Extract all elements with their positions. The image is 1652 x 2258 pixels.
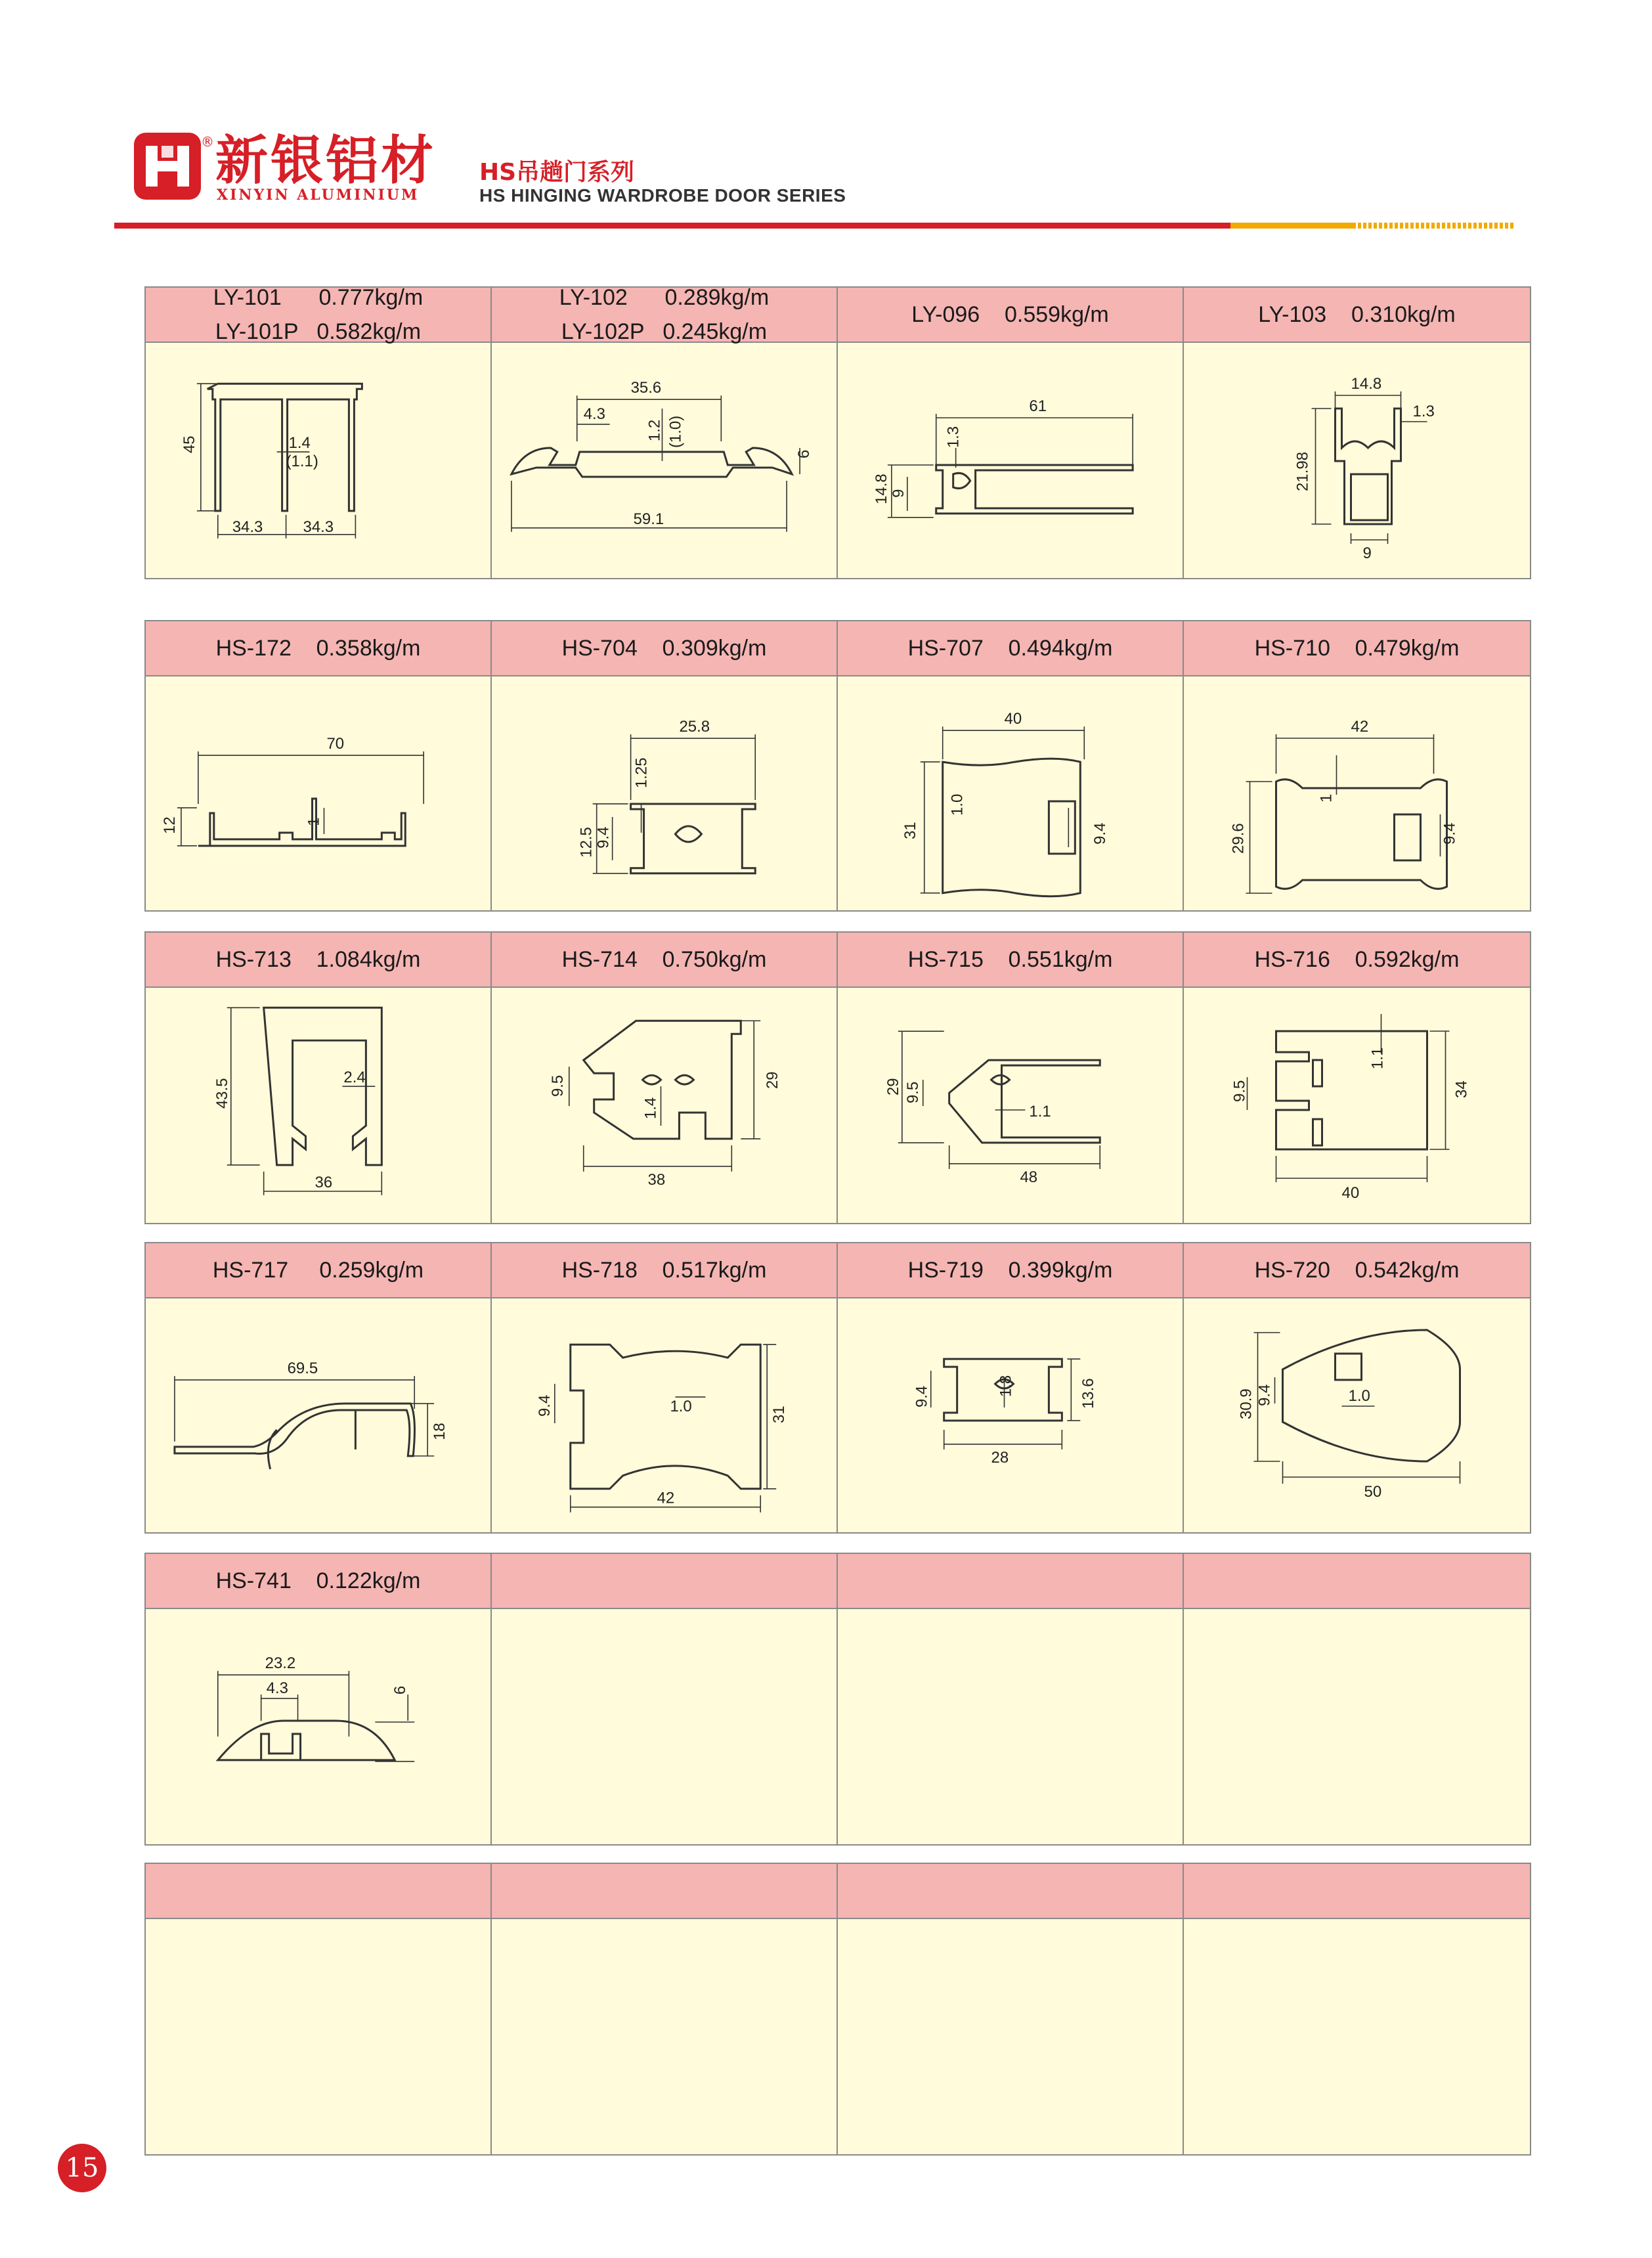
dimension-label: 28 (991, 1448, 1009, 1467)
profile-drawing (838, 988, 1184, 1223)
dimension-label: 9.4 (913, 1385, 931, 1408)
product-code-line: HS-719 0.399kg/m (907, 1258, 1113, 1283)
dimension-label: 48 (1020, 1168, 1038, 1186)
profile-outline (584, 1021, 741, 1139)
profile-drawing (492, 1298, 838, 1532)
product-header (1184, 1243, 1530, 1297)
dimension-label: 1.1 (1368, 1047, 1387, 1069)
dimension-label: 18 (431, 1423, 449, 1440)
series-title-en: HS HINGING WARDROBE DOOR SERIES (479, 185, 846, 206)
dimension-label: 9.4 (535, 1394, 554, 1417)
product-header-empty (1184, 1554, 1530, 1608)
header-rule-accent (1230, 223, 1353, 229)
product-header (1184, 621, 1530, 675)
dimension-label: 38 (647, 1170, 666, 1189)
product-header (838, 933, 1184, 986)
profile-outline (175, 1404, 415, 1469)
dimension-label: 29 (884, 1078, 902, 1096)
product-header (838, 621, 1184, 675)
dimension-label: 61 (1029, 397, 1047, 416)
product-header (146, 1554, 492, 1608)
series-title-cn: HS吊趟门系列 (479, 159, 635, 186)
dimension-label: 34.3 (303, 518, 334, 536)
dimension-label: 1.0 (1348, 1387, 1370, 1405)
product-code-line: HS-704 0.309kg/m (561, 636, 767, 661)
product-code-line: HS-741 0.122kg/m (215, 1568, 421, 1593)
dimension-label: 42 (1351, 718, 1369, 736)
dimension-label: 9.4 (594, 826, 613, 849)
dimension-label: 12 (160, 816, 179, 834)
dimension-label: 40 (1004, 710, 1022, 728)
product-header (838, 1243, 1184, 1297)
product-drawing-row (146, 343, 1530, 578)
dimension-line (218, 1671, 414, 1761)
dimension-label: 9.4 (1255, 1384, 1274, 1406)
dimension-label: 40 (1341, 1184, 1360, 1202)
dimension-label: 1 (1317, 793, 1336, 803)
profile-drawing (146, 1609, 492, 1844)
dimension-line (931, 1359, 1081, 1450)
product-header (492, 621, 838, 675)
profile-outline (218, 1721, 395, 1760)
product-header (492, 933, 838, 986)
profile-drawing (838, 1298, 1184, 1532)
product-code-line: LY-101P 0.582kg/m (215, 319, 422, 344)
registered-mark: ® (201, 134, 214, 150)
brand-logo-icon (131, 130, 204, 202)
dimension-label: 9.4 (1441, 822, 1459, 845)
dimension-label: 9.5 (548, 1074, 567, 1097)
dimension-label: 1.3 (1412, 403, 1435, 420)
product-header-row (146, 285, 1530, 344)
product-header (492, 1243, 838, 1297)
dimension-label: 70 (326, 735, 345, 753)
product-header (1184, 288, 1530, 342)
dimension-line (898, 1031, 1100, 1169)
dimension-label: 45 (180, 435, 198, 454)
brand-name-en: XINYIN ALUMINIUM (217, 187, 420, 204)
header-rule-dots (1353, 223, 1514, 229)
product-code-line: HS-717 0.259kg/m (212, 1258, 424, 1283)
dimension-label: 59.1 (633, 510, 664, 528)
profile-outline (511, 448, 792, 477)
product-header (838, 288, 1184, 342)
dimension-label: 14.8 (1351, 375, 1382, 393)
empty-cell (492, 1919, 838, 2154)
profile-outline (1276, 1031, 1427, 1149)
product-block-2 (144, 620, 1531, 912)
dimension-label: 13.6 (1079, 1378, 1098, 1409)
product-block-4 (144, 1242, 1531, 1534)
dimension-label: 29 (764, 1071, 782, 1090)
product-header-row (146, 1864, 1530, 1919)
profile-drawing (492, 676, 838, 910)
dimension-label: 1.8 (997, 1375, 1015, 1398)
product-code-line: HS-707 0.494kg/m (907, 636, 1113, 661)
product-code-line: HS-716 0.592kg/m (1254, 947, 1460, 972)
profile-drawing (146, 1298, 492, 1532)
empty-cell (1184, 1609, 1530, 1844)
profile-drawing (1184, 1298, 1530, 1532)
dimension-label: 42 (657, 1489, 675, 1507)
dimension-label: 9 (1362, 544, 1372, 562)
empty-cell (1184, 1919, 1530, 2154)
product-header-empty (838, 1554, 1184, 1608)
profile-drawing (1184, 676, 1530, 910)
profile-drawing (492, 343, 838, 578)
product-drawing-row (146, 988, 1530, 1223)
profile-outline (207, 384, 362, 511)
product-header-empty (1184, 1864, 1530, 1918)
product-drawing-row (146, 1298, 1530, 1532)
profile-outline (943, 759, 1081, 897)
dimension-label: 23.2 (265, 1654, 296, 1673)
dimension-label: 1.2 (645, 419, 664, 442)
product-header (492, 285, 838, 344)
profile-outline (198, 799, 405, 846)
product-block-6 (144, 1863, 1531, 2156)
dimension-label: 1 (305, 817, 323, 826)
profile-outline (571, 1344, 760, 1489)
empty-cell (146, 1919, 492, 2154)
profile-outline (936, 465, 1133, 514)
dimension-label: 35.6 (630, 379, 662, 397)
dimension-label: 4.3 (266, 1679, 288, 1698)
profile-drawing (492, 988, 838, 1223)
profile-drawing (1184, 343, 1530, 578)
dimension-label: 6 (391, 1685, 410, 1695)
product-header-empty (492, 1864, 838, 1918)
product-header-empty (492, 1554, 838, 1608)
empty-cell (838, 1919, 1184, 2154)
product-header (146, 1243, 492, 1297)
dimension-label: 43.5 (213, 1078, 231, 1109)
product-header-row (146, 1554, 1530, 1609)
profile-outline (949, 1060, 1100, 1143)
product-block-3 (144, 931, 1531, 1224)
product-header (146, 621, 492, 675)
product-header-row (146, 1243, 1530, 1298)
dimension-label: 9.4 (1091, 822, 1110, 845)
dimension-line (1248, 1014, 1450, 1182)
product-header-row (146, 621, 1530, 676)
dimension-label: 1.0 (948, 793, 967, 816)
dimension-label: 1.1 (1029, 1102, 1051, 1120)
dimension-label: 6 (795, 449, 814, 459)
dimension-label: 29.6 (1229, 823, 1248, 854)
product-code-line: HS-720 0.542kg/m (1254, 1258, 1460, 1283)
dimension-label: 34 (1452, 1080, 1471, 1098)
product-drawing-row (146, 1609, 1530, 1844)
dimension-label: 30.9 (1237, 1388, 1255, 1419)
product-header (146, 933, 492, 986)
product-code-line: HS-714 0.750kg/m (561, 947, 767, 972)
page-number: 15 (58, 2144, 106, 2192)
dimension-label: 34.3 (232, 518, 263, 536)
product-code-line: LY-101 0.777kg/m (213, 285, 424, 310)
dimension-label: 21.98 (1293, 451, 1312, 491)
profile-outline (1283, 1330, 1460, 1461)
dimension-label: 36 (315, 1173, 333, 1191)
profile-drawing (838, 676, 1184, 910)
product-code-line: HS-713 1.084kg/m (215, 947, 421, 972)
dimension-label: 9.5 (1230, 1080, 1249, 1102)
product-block-5 (144, 1553, 1531, 1846)
product-code-line: HS-718 0.517kg/m (561, 1258, 767, 1283)
product-code-line: LY-103 0.310kg/m (1258, 302, 1456, 327)
dimension-line (227, 1007, 382, 1195)
dimension-label: 1.25 (632, 757, 651, 789)
dimension-label: 9.5 (903, 1081, 922, 1104)
profile-drawing (838, 343, 1184, 578)
product-code-line: LY-096 0.559kg/m (911, 302, 1109, 327)
product-drawing-row (146, 676, 1530, 910)
product-drawing-row (146, 1919, 1530, 2154)
dimension-label: 69.5 (287, 1360, 318, 1378)
dimension-label: 1.3 (944, 426, 963, 449)
empty-cell (492, 1609, 838, 1844)
product-code-line: LY-102P 0.245kg/m (561, 319, 768, 344)
product-code-line: LY-102 0.289kg/m (559, 285, 770, 310)
dimension-label: 1.4 (641, 1097, 660, 1119)
dimension-label: 31 (901, 822, 919, 839)
profile-drawing (146, 343, 492, 578)
dimension-label: (1.1) (286, 452, 318, 470)
dimension-label: 2.4 (343, 1069, 366, 1087)
empty-cell (838, 1609, 1184, 1844)
product-block-1 (144, 286, 1531, 579)
product-header-empty (838, 1864, 1184, 1918)
product-code-line: HS-710 0.479kg/m (1254, 636, 1460, 661)
profile-outline (1276, 780, 1447, 889)
profile-drawing (146, 988, 492, 1223)
dimension-line (555, 1344, 776, 1513)
dimension-label: 1.4 (288, 434, 311, 453)
dimension-label: 50 (1364, 1483, 1382, 1501)
product-code-line: HS-172 0.358kg/m (215, 636, 421, 661)
dimension-label: 25.8 (679, 718, 710, 736)
product-code-line: HS-715 0.551kg/m (907, 947, 1113, 972)
dimension-line (921, 726, 1085, 893)
dimension-label: 14.8 (872, 474, 890, 504)
product-header (1184, 933, 1530, 986)
dimension-label: 31 (770, 1406, 789, 1423)
brand-name-cn: 新银铝材 (215, 130, 436, 191)
dimension-label: 9 (889, 489, 907, 498)
dimension-label: 1.0 (670, 1398, 692, 1416)
dimension-line (175, 1376, 434, 1456)
dimension-label: 4.3 (583, 405, 606, 424)
dimension-label: 12.5 (577, 827, 596, 858)
dimension-label: (1.0) (666, 415, 685, 449)
profile-outline (631, 804, 756, 874)
header-rule (114, 223, 1230, 229)
profile-drawing (1184, 988, 1530, 1223)
profile-outline (1336, 409, 1401, 524)
profile-drawing (146, 676, 492, 910)
product-header (146, 285, 492, 344)
product-header-empty (146, 1864, 492, 1918)
product-header-row (146, 933, 1530, 988)
